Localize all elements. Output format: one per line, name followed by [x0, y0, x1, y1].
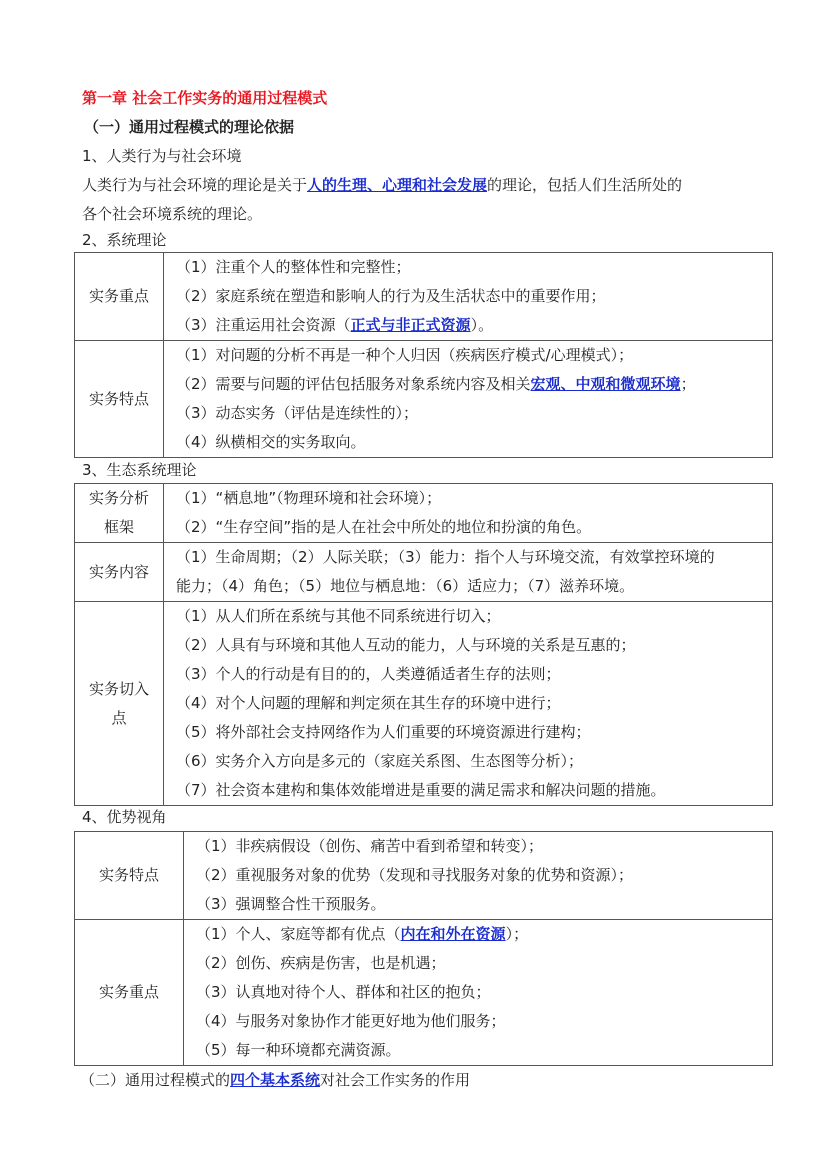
item-post: ）； — [505, 925, 529, 943]
s1-paragraph-line2: 各个社会环境系统的理论。 — [82, 205, 263, 223]
strengths-perspective-table — [74, 831, 773, 1066]
list-item — [176, 311, 772, 340]
item-pre: （2）需要与问题的评估包括服务对象系统内容及相关 — [176, 375, 531, 393]
list-item: （4）对个人问题的理解和判定须在其生存的环境中进行； — [176, 694, 561, 712]
section2-pre: （二）通用过程模式的 — [80, 1071, 231, 1089]
table-row — [75, 832, 773, 920]
s1-para-highlight: 人的生理、心理和社会发展 — [307, 176, 488, 194]
label-line: 实务分析 — [88, 489, 149, 507]
list-item: （3）动态实务（评估是连续性的）； — [176, 404, 419, 422]
chapter-title: 第一章 社会工作实务的通用过程模式 — [82, 89, 328, 107]
item-highlight: 正式与非正式资源 — [350, 316, 471, 334]
list-item: （1）注重个人的整体性和完整性； — [176, 258, 411, 276]
list-item: （5）每一种环境都充满资源。 — [196, 1041, 401, 1059]
systems-theory-table — [74, 252, 773, 458]
list-item: （1）“栖息地”（物理环境和社会环境）； — [176, 489, 442, 507]
row-label — [75, 484, 164, 543]
label-line: 框架 — [103, 518, 134, 536]
row-content — [164, 484, 773, 543]
row-content — [184, 920, 773, 1066]
section2-highlight: 四个基本系统 — [230, 1071, 321, 1089]
list-item: （3）认真地对待个人、群体和社区的抱负； — [196, 983, 491, 1001]
row-content — [164, 602, 773, 806]
list-item: （1）从人们所在系统与其他不同系统进行切入； — [176, 607, 501, 625]
row-label: 实务特点 — [75, 832, 184, 920]
list-item: （3）强调整合性干预服务。 — [196, 895, 386, 913]
s1-para-pre: 人类行为与社会环境的理论是关于 — [82, 176, 308, 194]
list-item: （4）与服务对象协作才能更好地为他们服务； — [196, 1012, 506, 1030]
row-content — [164, 543, 773, 602]
list-item: （2）创伤、疾病是伤害，也是机遇； — [196, 954, 446, 972]
label-line: 点 — [111, 708, 127, 727]
list-item: （1）非疾病假设（创伤、痛苦中看到希望和转变）； — [196, 837, 544, 855]
item-pre: （1）个人、家庭等都有优点（ — [196, 925, 401, 943]
section2-title — [80, 1070, 470, 1090]
row-label: 实务重点 — [75, 920, 184, 1066]
list-item: （2）“生存空间”指的是人在社会中所处的地位和扮演的角色。 — [176, 518, 592, 536]
text-line: （1）生命周期；（2）人际关联；（3）能力：指个人与环境交流，有效掌控环境的 — [176, 548, 715, 566]
list-item — [176, 370, 772, 399]
table-row — [75, 543, 773, 602]
table-row — [75, 484, 773, 543]
s4-heading: 4、优势视角 — [82, 808, 167, 826]
row-label: 实务重点 — [75, 253, 164, 341]
item-highlight: 内在和外在资源 — [400, 925, 506, 943]
item-post: ； — [680, 375, 696, 393]
table-row — [75, 920, 773, 1066]
item-post: ）。 — [470, 316, 494, 334]
list-item: （5）将外部社会支持网络作为人们重要的环境资源进行建构； — [176, 723, 591, 741]
text-line: 能力；（4）角色；（5）地位与栖息地：（6）适应力；（7）滋养环境。 — [176, 577, 635, 595]
s3-heading: 3、生态系统理论 — [82, 461, 197, 479]
list-item: （2）重视服务对象的优势（发现和寻找服务对象的优势和资源）； — [196, 866, 634, 884]
list-item: （3）个人的行动是有目的的，人类遵循适者生存的法则； — [176, 665, 561, 683]
table-row — [75, 253, 773, 341]
row-label: 实务内容 — [75, 543, 164, 602]
list-item: （1）对问题的分析不再是一种个人归因（疾病医疗模式/心理模式）； — [176, 346, 634, 364]
row-label — [75, 602, 164, 806]
row-content — [164, 253, 773, 341]
s1-heading: 1、人类行为与社会环境 — [82, 147, 242, 165]
label-line: 实务切入 — [88, 679, 149, 698]
list-item — [196, 920, 772, 949]
item-highlight: 宏观、中观和微观环境 — [530, 375, 681, 393]
row-content — [184, 832, 773, 920]
list-item: （2）人具有与环境和其他人互动的能力，人与环境的关系是互惠的； — [176, 636, 636, 654]
row-content — [164, 341, 773, 458]
s1-para-post: 的理论，包括人们生活所处的 — [487, 176, 683, 194]
list-item: （4）纵横相交的实务取向。 — [176, 433, 366, 451]
row-label: 实务特点 — [75, 341, 164, 458]
section1-title: （一）通用过程模式的理论依据 — [84, 118, 295, 136]
s1-paragraph-line1 — [82, 175, 682, 195]
table-row — [75, 341, 773, 458]
section2-post: 对社会工作实务的作用 — [320, 1071, 471, 1089]
list-item: （6）实务介入方向是多元的（家庭关系图、生态图等分析）； — [176, 752, 584, 770]
list-item: （7）社会资本建构和集体效能增进是重要的满足需求和解决问题的措施。 — [176, 781, 666, 799]
s2-heading: 2、系统理论 — [82, 231, 167, 249]
list-item: （2）家庭系统在塑造和影响人的行为及生活状态中的重要作用； — [176, 287, 606, 305]
ecosystem-theory-table — [74, 483, 773, 806]
item-pre: （3）注重运用社会资源（ — [176, 316, 351, 334]
table-row — [75, 602, 773, 806]
